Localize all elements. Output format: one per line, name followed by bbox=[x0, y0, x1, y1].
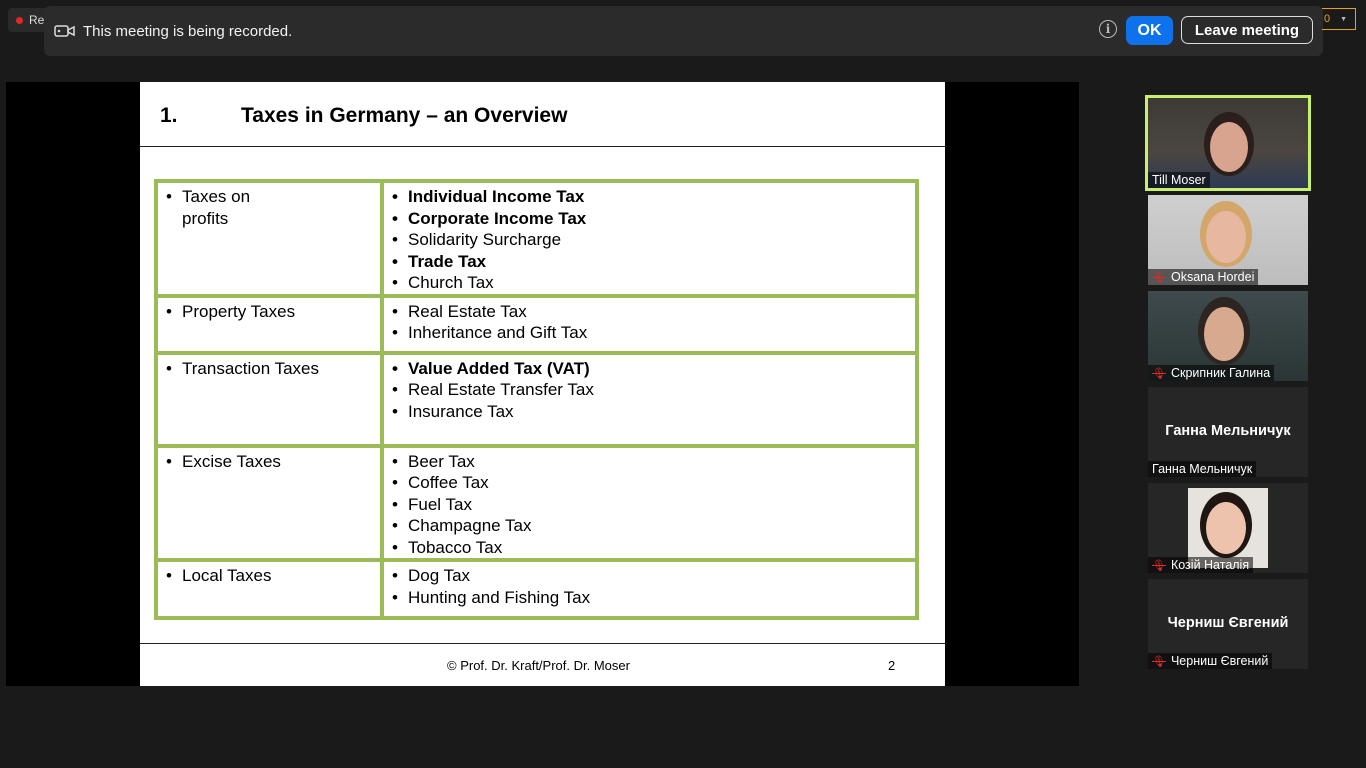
participant-name: Козій Наталія bbox=[1170, 558, 1250, 572]
participant-tile[interactable] bbox=[1148, 195, 1308, 285]
participant-face bbox=[1204, 307, 1244, 361]
tax-category-cell bbox=[156, 353, 382, 446]
tax-item: • Champagne Tax bbox=[388, 515, 907, 537]
tax-item: • Coffee Tax bbox=[388, 472, 907, 494]
tax-table-row bbox=[156, 560, 917, 618]
tax-category-cell bbox=[156, 446, 382, 561]
tax-item: • Hunting and Fishing Tax bbox=[388, 587, 907, 609]
tax-category-line: profits bbox=[182, 208, 229, 228]
slide-section-number: 1. bbox=[160, 104, 178, 127]
tax-category-line: Excise Taxes bbox=[182, 451, 281, 471]
tax-overview-table bbox=[154, 179, 919, 620]
tax-item: • Real Estate Tax bbox=[388, 301, 907, 323]
muted-mic-icon: 🎙 bbox=[1152, 559, 1166, 572]
shared-screen bbox=[6, 82, 1079, 686]
participant-name: Oksana Hordei bbox=[1170, 270, 1255, 284]
tax-items-cell bbox=[382, 353, 917, 446]
participant-name-label bbox=[1148, 269, 1258, 285]
tax-category-line: Taxes on bbox=[182, 187, 251, 206]
recording-notice-bar bbox=[44, 6, 1323, 56]
record-dot-icon bbox=[16, 17, 23, 24]
tax-item: • Solidarity Surcharge bbox=[388, 229, 907, 251]
participant-name-label bbox=[1148, 557, 1253, 573]
slide-title: Taxes in Germany – an Overview bbox=[241, 104, 568, 127]
tax-item: • Corporate Income Tax bbox=[388, 208, 907, 230]
participant-name-label bbox=[1148, 365, 1274, 381]
participant-name: Скрипник Галина bbox=[1170, 366, 1271, 380]
tax-item: • Tobacco Tax bbox=[388, 537, 907, 559]
tax-category-label bbox=[162, 565, 372, 587]
participant-tile[interactable] bbox=[1148, 387, 1308, 477]
tax-item: • Dog Tax bbox=[388, 565, 907, 587]
tax-items-cell bbox=[382, 560, 917, 618]
footer-divider bbox=[140, 643, 945, 644]
participant-tile[interactable] bbox=[1148, 98, 1308, 188]
info-icon[interactable]: i bbox=[1099, 20, 1117, 38]
video-camera-icon bbox=[54, 23, 76, 39]
view-options-label: 0 bbox=[1324, 13, 1331, 25]
slide-footer-copyright: © Prof. Dr. Kraft/Prof. Dr. Moser bbox=[447, 658, 630, 673]
tax-category-line: Property Taxes bbox=[182, 301, 296, 321]
participant-name: Till Moser bbox=[1152, 173, 1206, 187]
tax-items-cell bbox=[382, 181, 917, 296]
participant-center-name: Черниш Євгений bbox=[1167, 615, 1289, 631]
tax-category-cell bbox=[156, 560, 382, 618]
participant-tile[interactable] bbox=[1148, 291, 1308, 381]
tax-item: • Value Added Tax (VAT) bbox=[388, 358, 907, 380]
participant-video bbox=[1188, 488, 1268, 568]
tax-table-row bbox=[156, 446, 917, 561]
participant-name-label bbox=[1148, 653, 1272, 669]
tax-category-line: Local Taxes bbox=[182, 566, 272, 585]
tax-table-row bbox=[156, 353, 917, 446]
header-divider bbox=[140, 146, 945, 147]
tax-item: • Trade Tax bbox=[388, 251, 907, 273]
tax-item: • Church Tax bbox=[388, 272, 907, 294]
recording-indicator[interactable] bbox=[8, 8, 48, 32]
muted-mic-icon: 🎙 bbox=[1152, 655, 1166, 668]
tax-item: • Beer Tax bbox=[388, 451, 907, 473]
tax-item: • Insurance Tax bbox=[388, 401, 907, 423]
participant-tile[interactable] bbox=[1148, 579, 1308, 669]
view-options-button[interactable] bbox=[1322, 8, 1356, 30]
tax-table-row bbox=[156, 181, 917, 296]
tax-category-label bbox=[162, 186, 372, 229]
muted-mic-icon: 🎙 bbox=[1152, 367, 1166, 380]
tax-category-cell bbox=[156, 181, 382, 296]
tax-category-label bbox=[162, 451, 372, 473]
slide-page-number: 2 bbox=[888, 658, 896, 673]
leave-meeting-button[interactable]: Leave meeting bbox=[1181, 16, 1313, 44]
tax-item: • Real Estate Transfer Tax bbox=[388, 379, 907, 401]
participant-name: Черниш Євгений bbox=[1170, 654, 1269, 668]
participant-center-name: Ганна Мельничук bbox=[1165, 423, 1291, 439]
participant-name-label bbox=[1148, 461, 1256, 477]
participant-tile[interactable] bbox=[1148, 483, 1308, 573]
participant-face bbox=[1206, 211, 1246, 263]
slide-heading bbox=[160, 104, 567, 128]
tax-items-cell bbox=[382, 296, 917, 353]
tax-item: • Individual Income Tax bbox=[388, 186, 907, 208]
participant-name-label bbox=[1148, 172, 1210, 188]
tax-items-cell bbox=[382, 446, 917, 561]
tax-category-cell bbox=[156, 296, 382, 353]
recording-label: Re bbox=[29, 13, 45, 27]
participant-face bbox=[1210, 122, 1248, 172]
tax-item: • Inheritance and Gift Tax bbox=[388, 322, 907, 344]
tax-table-row bbox=[156, 296, 917, 353]
muted-mic-icon: 🎙 bbox=[1152, 271, 1166, 284]
recording-notice-text: This meeting is being recorded. bbox=[83, 22, 293, 40]
tax-item: • Fuel Tax bbox=[388, 494, 907, 516]
ok-button[interactable]: OK bbox=[1126, 16, 1173, 45]
participant-face bbox=[1206, 502, 1246, 554]
tax-category-line: Transaction Taxes bbox=[182, 358, 320, 378]
participant-name: Ганна Мельничук bbox=[1152, 462, 1253, 476]
tax-category-label bbox=[162, 358, 372, 380]
presentation-slide bbox=[140, 82, 945, 686]
chevron-down-icon: ▼ bbox=[1340, 15, 1348, 23]
tax-category-label bbox=[162, 301, 372, 323]
